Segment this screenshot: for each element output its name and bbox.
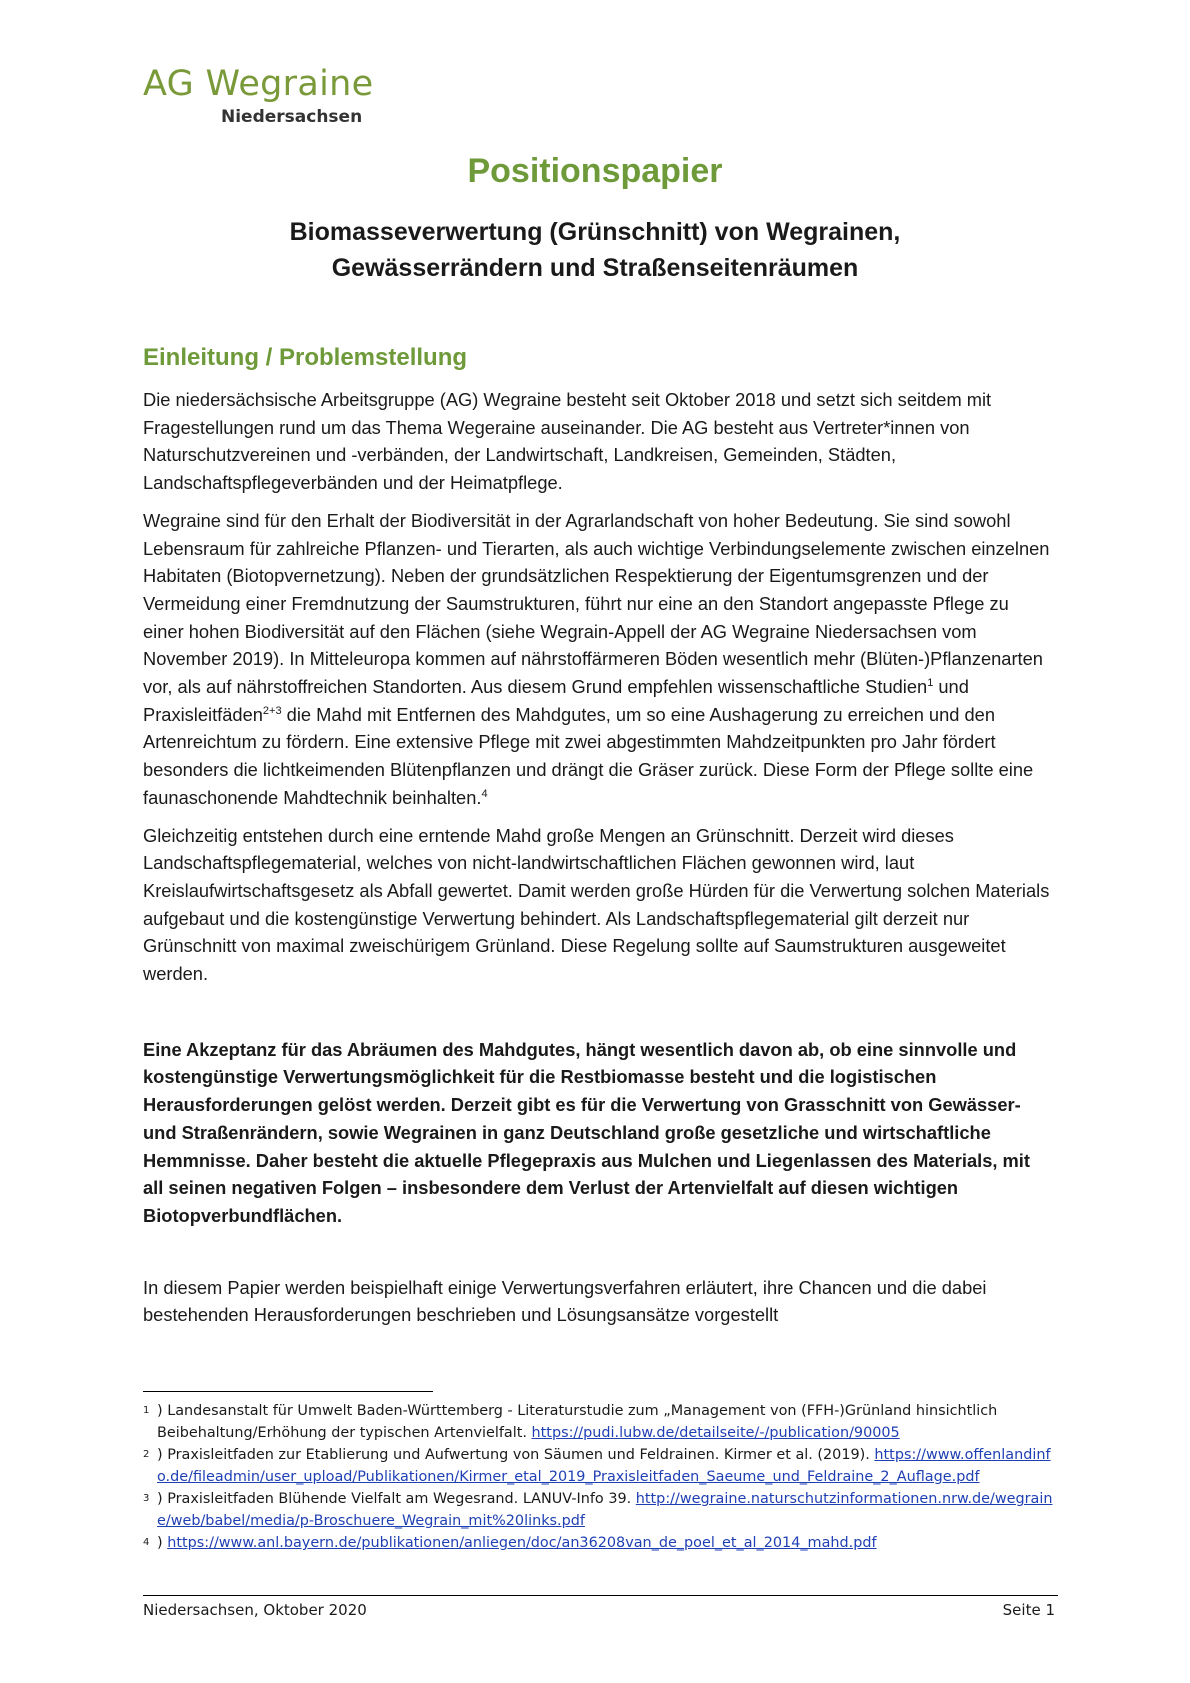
footnote-2: [143, 1444, 1063, 1488]
footnote-3: [143, 1488, 1063, 1532]
footnotes: [143, 1400, 1063, 1558]
footnote-ref-2-3[interactable]: 2+3: [262, 704, 282, 717]
paragraph-greencut: Gleichzeitig entstehen durch eine erntende Mahd große Mengen an Grünschnitt. Derzeit wird dieses Landschaftspflegematerial, welches von nicht-landwirtschaftlichen Flächen gewonnen wird, laut Kreislaufwirtschaftsgesetz als Abfall gewertet. Damit werden große Hürden für die Verwertung solchen Materials aufgebaut und die kostengünstige Verwertung behindert. Als Landschaftspflegematerial gilt derzeit nur Grünschnitt von maximal zweischürigem Grünland. Diese Regelung sollte auf Saumstrukturen ausgeweitet werden.: [143, 824, 1050, 985]
footnote-text: ) Praxisleitfaden Blühende Vielfalt am Wegesrand. LANUV-Info 39.: [157, 1491, 636, 1507]
paragraph-closing: In diesem Papier werden beispielhaft einige Verwertungsverfahren erläutert, ihre Chancen und die dabei bestehenden Herausforderungen beschrieben und Lösungsansätze vorgestellt: [143, 1276, 987, 1326]
logo-region: Niedersachsen: [221, 107, 363, 127]
page-footer: [143, 1601, 1055, 1619]
footnote-text: ) Praxisleitfaden zur Etablierung und Aufwertung von Säumen und Feldrainen. Kirmer et al. (2019).: [157, 1447, 875, 1463]
footnote-mark: 4: [143, 1537, 150, 1548]
footnote-link[interactable]: https://pudi.lubw.de/detailseite/-/publication/90005: [531, 1425, 900, 1441]
footnote-4: [143, 1532, 1063, 1558]
footnote-text: ) Landesanstalt für Umwelt Baden-Württemberg - Literaturstudie zum „Management von (FFH-)Grünland hinsichtlich Beibehaltung/Erhöhung der typischen Artenvielfalt.: [157, 1403, 998, 1441]
logo: [143, 64, 373, 128]
footnote-link[interactable]: http://wegraine.naturschutzinformationen.nrw.de/wegraine/web/babel/media/p-Broschuere_Wegrain_mit%20links.pdf: [157, 1491, 1053, 1529]
document-title: Positionspapier: [467, 152, 723, 190]
footnote-mark: 2: [143, 1449, 150, 1460]
document-subtitle: [0, 214, 1190, 286]
paragraph-intro: Die niedersächsische Arbeitsgruppe (AG) Wegraine besteht seit Oktober 2018 und setzt sich seitdem mit Fragestellungen rund um das Thema Wegeraine auseinander. Die AG besteht aus Vertreter*innen von Naturschutzvereinen und -verbänden, der Landwirtschaft, Landkreisen, Gemeinden, Städten, Landschaftspflegeverbänden und der Heimatpflege.: [143, 389, 992, 494]
footer-divider: [143, 1595, 1058, 1596]
footnote-divider: [143, 1391, 433, 1392]
subtitle-line-2: Gewässerrändern und Straßenseitenräumen: [331, 254, 859, 282]
footer-location-date: Niedersachsen, Oktober 2020: [143, 1601, 367, 1619]
paragraph-key-statement: Eine Akzeptanz für das Abräumen des Mahdgutes, hängt wesentlich davon ab, ob eine sinnvolle und kostengünstige Verwertungsmöglichkeit für die Restbiomasse besteht und die logistischen Herausforderungen gelöst werden. Derzeit gibt es für die Verwertung von Grasschnitt von Gewässer- und Straßenrändern, sowie Wegrainen in ganz Deutschland große gesetzliche und wirtschaftliche Hemmnisse. Daher besteht die aktuelle Pflegepraxis aus Mulchen und Liegenlassen des Materials, mit all seinen negativen Folgen – insbesondere dem Verlust der Artenvielfalt auf diesen wichtigen Biotopverbundflächen.: [143, 1038, 1030, 1226]
body-text: [143, 386, 1053, 1339]
paragraph-importance-part-1: Wegraine sind für den Erhalt der Biodiversität in der Agrarlandschaft von hoher Bedeutung. Sie sind sowohl Lebensraum für zahlreiche Pflanzen- und Tierarten, als auch wichtige Verbindungselemente zwischen einzelnen Habitaten (Biotopvernetzung). Neben der grundsätzlichen Respektierung der Eigentumsgrenzen und der Vermeidung einer Fremdnutzung der Saumstrukturen, führt nur eine an den Standort angepasste Pflege zu einer hohen Biodiversität auf den Flächen (siehe Wegrain-Appell der AG Wegraine Niedersachsen vom November 2019). In Mitteleuropa kommen auf nährstoffärmeren Böden wesentlich mehr (Blüten-)Pflanzenarten vor, als auf nährstoffreichen Standorten. Aus diesem Grund empfehlen wissenschaftliche Studien: [143, 509, 1050, 698]
logo-name: AG Wegraine: [143, 64, 374, 104]
page-number: Seite 1: [1002, 1601, 1055, 1619]
subtitle-line-1: Biomasseverwertung (Grünschnitt) von Wegrainen,: [289, 218, 901, 246]
footnote-ref-1[interactable]: 1: [927, 676, 934, 689]
footnote-mark: 1: [143, 1405, 150, 1416]
footnote-link[interactable]: https://www.anl.bayern.de/publikationen/anliegen/doc/an36208van_de_poel_et_al_2014_mahd.pdf: [167, 1535, 877, 1551]
footnote-1: [143, 1400, 1063, 1444]
footnote-link[interactable]: https://www.offenlandinfo.de/fileadmin/user_upload/Publikationen/Kirmer_etal_2019_Praxisleitfaden_Saeume_und_Feldraine_2_Auflage.pdf: [157, 1447, 1051, 1485]
section-heading: Einleitung / Problemstellung: [143, 344, 468, 371]
footnote-mark: 3: [143, 1493, 150, 1504]
footnote-ref-4[interactable]: 4: [481, 787, 488, 800]
footnote-text: ): [157, 1535, 168, 1551]
paragraph-importance-part-2: und Praxisleitfäden: [143, 676, 969, 725]
paragraph-importance: [143, 507, 1053, 812]
paragraph-importance-part-3: die Mahd mit Entfernen des Mahdgutes, um so eine Aushagerung zu erreichen und den Artenreichtum zu fördern. Eine extensive Pflege mit zwei abgestimmten Mahdzeitpunkten pro Jahr fördert besonders die lichtkeimenden Blütenpflanzen und drängt die Gräser zurück. Diese Form der Pflege sollte eine faunaschonende Mahdtechnik beinhalten.: [143, 703, 1034, 808]
